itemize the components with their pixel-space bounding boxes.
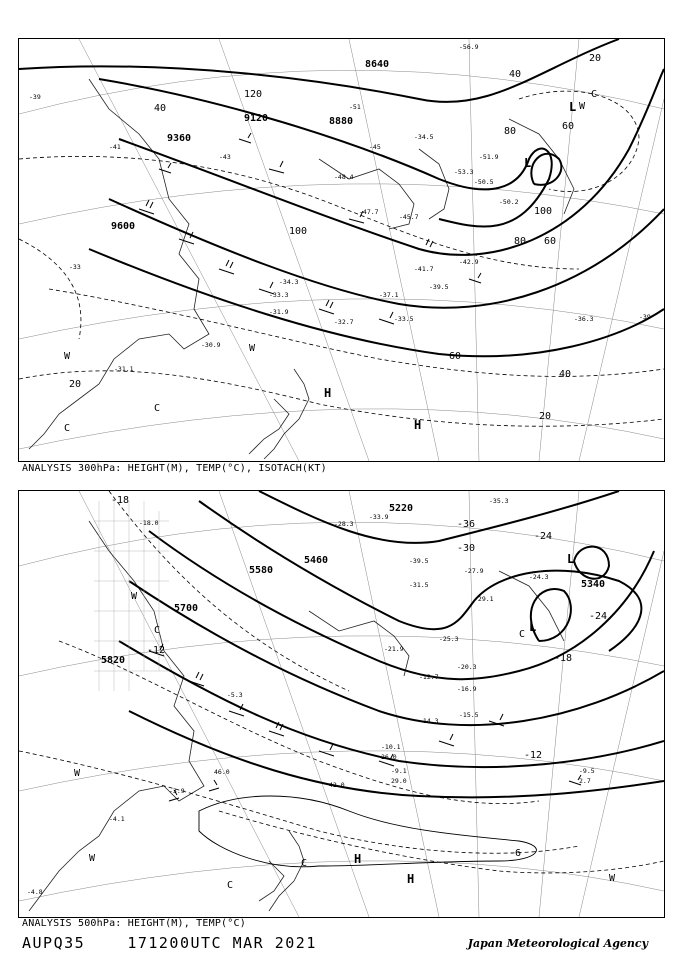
cold-mark: C — [591, 89, 598, 100]
temp-value: -30.9 — [201, 341, 221, 349]
agency-name: Japan Meteorological Agency — [467, 937, 648, 950]
temp-value: -9.5 — [579, 767, 595, 775]
contour-label: 5460 — [304, 555, 329, 566]
bulletin-header — [22, 934, 317, 952]
high-center: H — [407, 872, 415, 886]
map-panel-500hpa — [18, 490, 665, 918]
temp-value: -12.7 — [419, 673, 439, 681]
isotherm-label: -30 — [457, 543, 476, 554]
isotach-label: 40 — [154, 103, 167, 114]
temp-value: -4.1 — [109, 815, 125, 823]
isotach-label: 20 — [539, 411, 552, 422]
cold-mark: C — [154, 625, 161, 636]
map-500hpa-svg — [19, 491, 664, 917]
temp-value: -47.7 — [359, 208, 379, 216]
warm-mark: W — [89, 853, 96, 864]
temp-value: -31.9 — [269, 308, 289, 316]
high-center: H — [414, 418, 422, 432]
isotherm-label: -6 — [509, 848, 522, 859]
temp-value: -16.9 — [457, 685, 477, 693]
temp-value: -25.3 — [439, 635, 459, 643]
contour-label: 5700 — [174, 603, 199, 614]
contour-label: 9600 — [111, 221, 136, 232]
temp-value: 26.0 — [381, 753, 397, 761]
temp-value: -31.5 — [409, 581, 429, 589]
temp-value: -43 — [219, 153, 231, 161]
temp-value: -5.3 — [227, 691, 243, 699]
isotherm-label: -24 — [589, 611, 608, 622]
temp-value: -9.1 — [391, 767, 407, 775]
cold-mark: C — [154, 403, 161, 414]
isotach-label: 80 — [514, 236, 527, 247]
contour-label: 5820 — [101, 655, 126, 666]
temp-value: -27.9 — [464, 567, 484, 575]
temp-value: 2.7 — [579, 777, 591, 785]
map-300hpa-svg — [19, 39, 664, 461]
cold-mark: C — [301, 858, 308, 869]
isotach-label: 100 — [534, 206, 553, 217]
temp-value: -33 — [69, 263, 81, 271]
temp-value: -48.4 — [334, 173, 354, 181]
low-center: L — [569, 100, 577, 114]
temp-value: -34.3 — [279, 278, 299, 286]
temp-value: -39.5 — [429, 283, 449, 291]
temp-value: -41 — [109, 143, 121, 151]
isotach-label: 40 — [509, 69, 522, 80]
temp-value: -36.3 — [574, 315, 594, 323]
isotach-label: 120 — [244, 89, 263, 100]
temp-value: -14.3 — [419, 717, 439, 725]
temp-value: -24.3 — [529, 573, 549, 581]
isotach-label: 40 — [559, 369, 572, 380]
isotach-label: 60 — [562, 121, 575, 132]
coastline — [29, 79, 577, 459]
isotach-label: 60 — [544, 236, 557, 247]
caption-300hpa: ANALYSIS 300hPa: HEIGHT(M), TEMP(°C), ISOTACH(KT) — [22, 463, 327, 474]
temp-value: -4.8 — [27, 888, 43, 896]
temp-value: -20.3 — [457, 663, 477, 671]
bulletin-id: AUPQ35 — [22, 934, 86, 952]
isotherm-label: -18 — [111, 495, 130, 506]
temp-value: -50.2 — [499, 198, 519, 206]
cold-mark: C — [519, 629, 526, 640]
contour-label: 5580 — [249, 565, 274, 576]
graticule — [19, 39, 664, 461]
warm-mark: W — [609, 873, 616, 884]
temp-value: -15.5 — [459, 711, 479, 719]
contour-label: 5340 — [581, 579, 606, 590]
high-center: H — [354, 852, 362, 866]
cold-mark: C — [64, 423, 71, 434]
warm-mark: W — [74, 768, 81, 779]
temp-value: 42.0 — [329, 781, 345, 789]
coastline — [29, 521, 564, 911]
isotherm-label: -36 — [457, 519, 476, 530]
isotherm-label: -18 — [554, 653, 573, 664]
warm-mark: W — [249, 343, 256, 354]
low-center: L — [567, 552, 575, 566]
valid-time: 171200UTC MAR 2021 — [127, 934, 317, 952]
warm-mark: W — [64, 351, 71, 362]
temp-value: -39 — [29, 93, 41, 101]
contour-label: 8640 — [365, 59, 390, 70]
low-center: L — [529, 620, 537, 634]
temp-value: -10.1 — [381, 743, 401, 751]
map-panel-300hpa — [18, 38, 665, 462]
temp-value: -35.3 — [489, 497, 509, 505]
temp-value: -3.9 — [169, 787, 185, 795]
low-center: L — [524, 156, 532, 170]
temp-value: -28.3 — [334, 520, 354, 528]
warm-mark: W — [131, 591, 138, 602]
temp-value: -33.5 — [394, 315, 414, 323]
cold-mark: C — [227, 880, 234, 891]
temp-value: -34.5 — [414, 133, 434, 141]
temp-value: -50.5 — [474, 178, 494, 186]
temp-value: -33.9 — [369, 513, 389, 521]
high-center: H — [324, 386, 332, 400]
temp-value: -29.1 — [474, 595, 494, 603]
temp-value: -32.7 — [334, 318, 354, 326]
temp-observations — [29, 43, 651, 373]
temp-value: -39 — [639, 313, 651, 321]
height-labels — [111, 59, 389, 232]
isotach-labels — [69, 53, 601, 422]
high-region — [199, 796, 536, 867]
isotherm-label: -24 — [534, 531, 553, 542]
temp-value: 29.0 — [391, 777, 407, 785]
temp-value: -45 — [369, 143, 381, 151]
isotach-label: 60 — [449, 351, 462, 362]
isotherm-label: -12 — [147, 645, 166, 656]
temp-value: -31.1 — [114, 365, 134, 373]
temp-value: -39.5 — [409, 557, 429, 565]
temp-value: -53.3 — [454, 168, 474, 176]
temp-value: -56.9 — [459, 43, 479, 51]
temp-value: -37.1 — [379, 291, 399, 299]
temp-value: -51 — [349, 103, 361, 111]
contour-label: 8880 — [329, 116, 354, 127]
temp-value: 46.0 — [214, 768, 230, 776]
isotherm-labels — [111, 495, 607, 859]
isotach-label: 20 — [589, 53, 602, 64]
contour-label: 9360 — [167, 133, 192, 144]
isotach-label: 100 — [289, 226, 308, 237]
temp-value: -42.9 — [459, 258, 479, 266]
temp-value: -41.7 — [414, 265, 434, 273]
temp-value: -45.7 — [399, 213, 419, 221]
contour-label: 5220 — [389, 503, 414, 514]
warm-mark: W — [579, 101, 586, 112]
caption-500hpa: ANALYSIS 500hPa: HEIGHT(M), TEMP(°C) — [22, 918, 246, 929]
isotherm-label: -12 — [524, 750, 543, 761]
contour-label: 9120 — [244, 113, 269, 124]
temp-value: -51.9 — [479, 153, 499, 161]
temp-value: -21.9 — [384, 645, 404, 653]
isotach-label: 80 — [504, 126, 517, 137]
temp-value: -33.3 — [269, 291, 289, 299]
pressure-centers — [354, 552, 574, 886]
temp-value: -18.0 — [139, 519, 159, 527]
isotach-label: 20 — [69, 379, 82, 390]
